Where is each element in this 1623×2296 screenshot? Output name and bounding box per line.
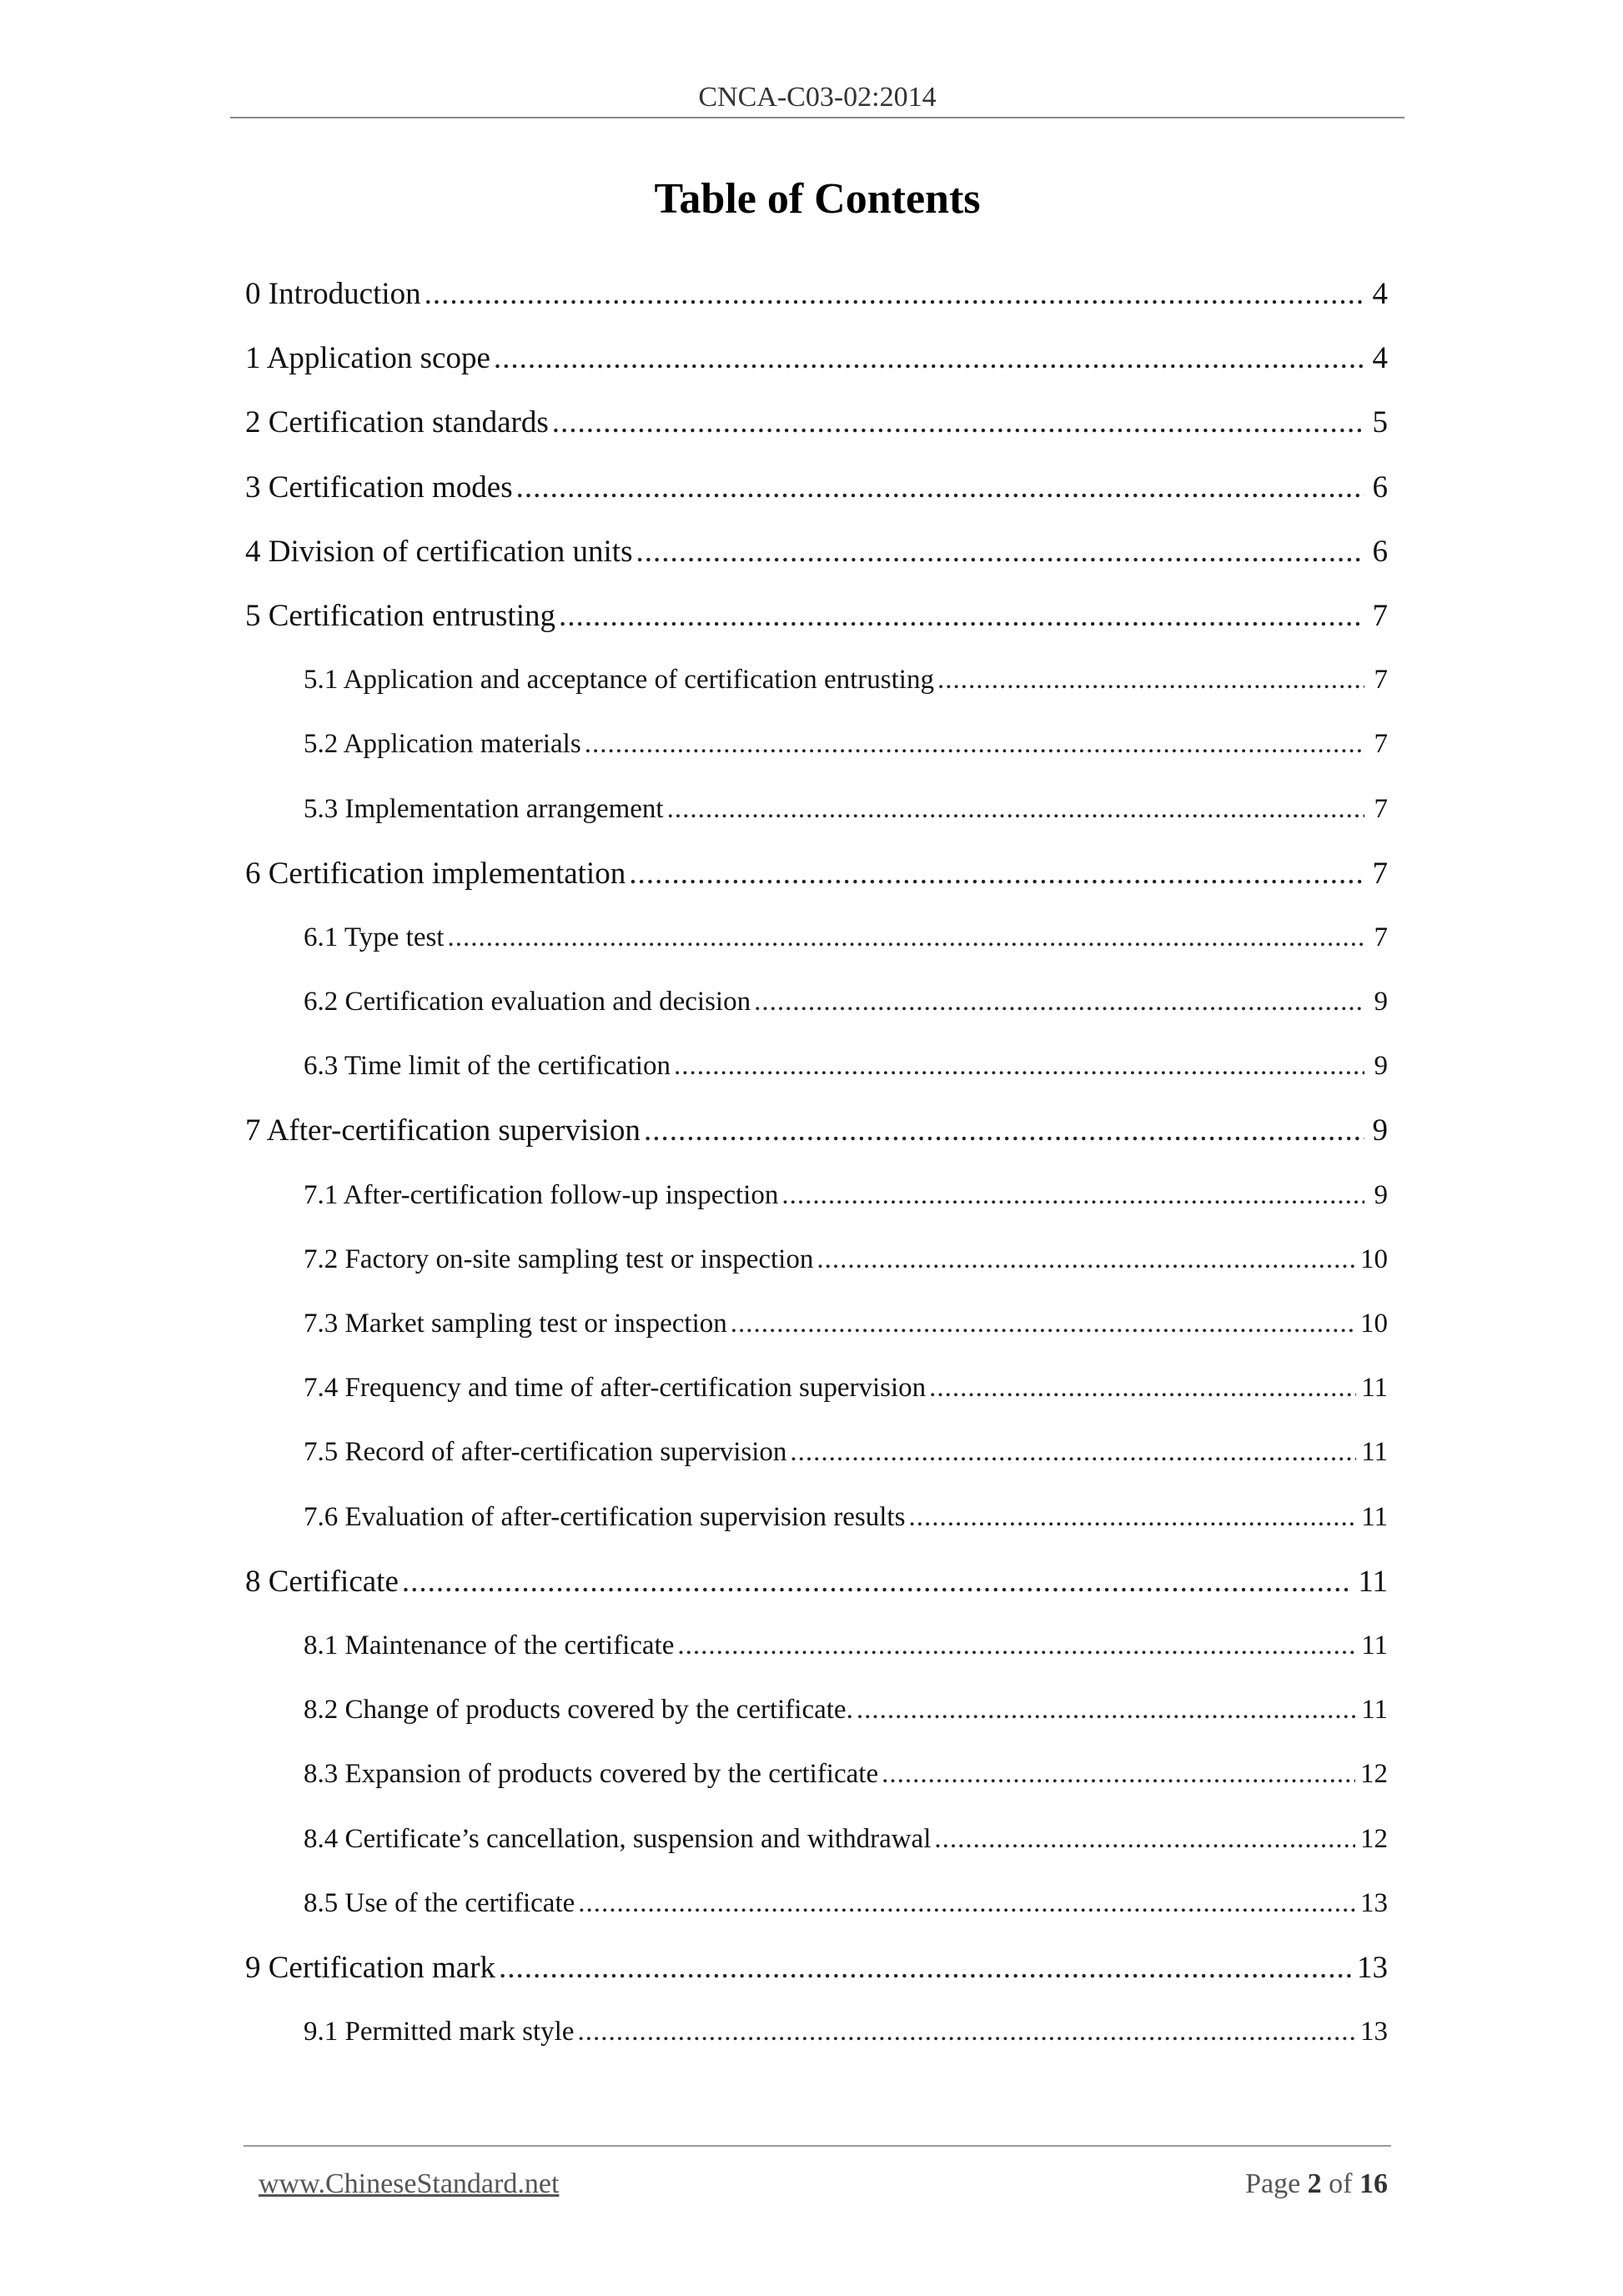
toc-subsection-entry[interactable] (245, 1034, 1388, 1098)
toc-entry-page-number: 4 (1372, 277, 1388, 311)
toc-entry-page-number: 11 (1361, 1695, 1388, 1726)
toc-entry-page-number: 11 (1361, 1501, 1388, 1532)
toc-dot-leader (731, 1292, 1355, 1356)
toc-dot-leader (499, 1936, 1352, 2000)
toc-entry-label: 8.5 Use of the certificate (304, 1887, 575, 1918)
toc-subsection-entry[interactable] (245, 1678, 1388, 1742)
toc-section-entry[interactable] (245, 520, 1388, 584)
toc-entry-label: 8 Certificate (245, 1564, 399, 1599)
toc-dot-leader (781, 1163, 1364, 1228)
toc-subsection-entry[interactable] (245, 2000, 1388, 2064)
toc-dot-leader (552, 390, 1364, 455)
toc-entry-page-number: 7 (1372, 856, 1388, 891)
toc-entry-label: 7.2 Factory on-site sampling test or inspection (304, 1243, 814, 1274)
toc-entry-label: 1 Application scope (245, 341, 490, 376)
toc-entry-label: 7.5 Record of after-certification supervision (304, 1437, 787, 1468)
toc-entry-page-number: 6 (1372, 534, 1388, 569)
toc-subsection-entry[interactable] (245, 1614, 1388, 1678)
doc-code: CNCA-C03-02:2014 (698, 82, 937, 113)
toc-entry-label: 6.2 Certification evaluation and decision (304, 987, 751, 1017)
toc-entry-label: 9 Certification mark (245, 1950, 496, 1985)
toc-section-entry[interactable] (245, 1550, 1388, 1614)
website-link[interactable]: www.ChineseStandard.net (259, 2168, 560, 2199)
page-footer (244, 2145, 1391, 2205)
toc-subsection-entry[interactable] (245, 970, 1388, 1034)
toc-subsection-entry[interactable] (245, 1356, 1388, 1420)
toc-entry-label: 6 Certification implementation (245, 856, 626, 891)
toc-dot-leader (790, 1420, 1356, 1485)
toc-dot-leader (447, 906, 1364, 970)
toc-dot-leader (937, 648, 1364, 712)
toc-subsection-entry[interactable] (245, 1871, 1388, 1936)
toc-subsection-entry[interactable] (245, 1228, 1388, 1292)
pagination (1245, 2168, 1388, 2200)
toc-entry-page-number: 7 (1374, 729, 1388, 760)
toc-entry-label: 9.1 Permitted mark style (304, 2017, 575, 2047)
toc-entry-page-number: 9 (1374, 1179, 1388, 1210)
toc-entry-page-number: 4 (1372, 341, 1388, 376)
toc-subsection-entry[interactable] (245, 1807, 1388, 1871)
toc-entry-label: 7.1 After-certification follow-up inspection (304, 1179, 779, 1210)
toc-dot-leader (585, 712, 1364, 776)
toc-dot-leader (677, 1614, 1356, 1678)
toc-entry-page-number: 12 (1360, 1759, 1388, 1790)
toc-entry-label: 8.4 Certificate’s cancellation, suspension and withdrawal (304, 1823, 932, 1854)
toc-entry-page-number: 7 (1372, 598, 1388, 633)
toc-dot-leader (516, 455, 1364, 520)
toc-dot-leader (425, 262, 1364, 326)
toc-section-entry[interactable] (245, 262, 1388, 326)
toc-subsection-entry[interactable] (245, 906, 1388, 970)
toc-entry-label: 7.3 Market sampling test or inspection (304, 1309, 727, 1339)
toc-entry-label: 5.3 Implementation arrangement (304, 793, 664, 824)
toc-entry-page-number: 13 (1360, 1887, 1388, 1918)
toc-subsection-entry[interactable] (245, 1292, 1388, 1356)
toc-dot-leader (882, 1742, 1355, 1806)
toc-section-entry[interactable] (245, 1936, 1388, 2000)
toc-section-entry[interactable] (245, 842, 1388, 906)
toc-entry-label: 5.2 Application materials (304, 729, 581, 760)
toc-entry-label: 2 Certification standards (245, 405, 549, 440)
toc-entry-page-number: 6 (1372, 470, 1388, 505)
toc-subsection-entry[interactable] (245, 1485, 1388, 1550)
toc-subsection-entry[interactable] (245, 648, 1388, 712)
total-pages-number: 16 (1359, 2168, 1388, 2199)
toc-entry-label: 7.4 Frequency and time of after-certification supervision (304, 1373, 927, 1404)
toc-dot-leader (754, 970, 1364, 1034)
toc-entry-page-number: 11 (1361, 1373, 1388, 1404)
page-header (230, 78, 1404, 118)
toc-entry-label: 5 Certification entrusting (245, 598, 555, 633)
toc-subsection-entry[interactable] (245, 777, 1388, 842)
current-page-number: 2 (1307, 2168, 1322, 2199)
toc-entry-label: 8.3 Expansion of products covered by the certificate (304, 1759, 879, 1790)
toc-entry-label: 4 Division of certification units (245, 534, 633, 569)
toc-dot-leader (817, 1228, 1355, 1292)
toc-entry-page-number: 9 (1374, 987, 1388, 1017)
toc-dot-leader (494, 326, 1364, 390)
of-word: of (1329, 2168, 1353, 2199)
toc-entry-label: 8.1 Maintenance of the certificate (304, 1630, 675, 1660)
toc-subsection-entry[interactable] (245, 712, 1388, 776)
toc-section-entry[interactable] (245, 455, 1388, 520)
toc-section-entry[interactable] (245, 584, 1388, 648)
toc-subsection-entry[interactable] (245, 1420, 1388, 1485)
toc-dot-leader (644, 1098, 1364, 1163)
toc-dot-leader (402, 1550, 1353, 1614)
toc-entry-label: 6.1 Type test (304, 922, 445, 952)
toc-subsection-entry[interactable] (245, 1742, 1388, 1806)
table-of-contents (245, 262, 1388, 2064)
toc-dot-leader (559, 584, 1364, 648)
toc-entry-page-number: 10 (1360, 1243, 1388, 1274)
toc-entry-page-number: 13 (1357, 1950, 1388, 1985)
toc-entry-page-number: 11 (1358, 1564, 1388, 1599)
toc-entry-label: 0 Introduction (245, 277, 421, 311)
page-title: Table of Contents (654, 175, 981, 223)
toc-dot-leader (667, 777, 1364, 842)
toc-dot-leader (577, 2000, 1355, 2064)
toc-section-entry[interactable] (245, 1098, 1388, 1163)
toc-section-entry[interactable] (245, 390, 1388, 455)
toc-entry-page-number: 9 (1372, 1113, 1388, 1148)
toc-entry-page-number: 7 (1374, 922, 1388, 952)
toc-dot-leader (857, 1678, 1356, 1742)
toc-entry-label: 3 Certification modes (245, 470, 513, 505)
toc-section-entry[interactable] (245, 326, 1388, 390)
page-word: Page (1245, 2168, 1301, 2199)
toc-dot-leader (674, 1034, 1364, 1098)
toc-dot-leader (578, 1871, 1355, 1936)
toc-entry-page-number: 9 (1374, 1051, 1388, 1082)
toc-dot-leader (908, 1485, 1356, 1550)
toc-entry-label: 5.1 Application and acceptance of certification entrusting (304, 665, 934, 696)
toc-entry-label: 8.2 Change of products covered by the certificate. (304, 1695, 853, 1726)
toc-entry-page-number: 7 (1374, 665, 1388, 696)
toc-entry-page-number: 10 (1360, 1309, 1388, 1339)
toc-dot-leader (929, 1356, 1356, 1420)
toc-entry-page-number: 12 (1360, 1823, 1388, 1854)
toc-dot-leader (629, 842, 1364, 906)
toc-entry-page-number: 5 (1372, 405, 1388, 440)
toc-dot-leader (934, 1807, 1355, 1871)
toc-entry-page-number: 11 (1361, 1437, 1388, 1468)
toc-entry-page-number: 7 (1374, 793, 1388, 824)
toc-entry-page-number: 11 (1361, 1630, 1388, 1660)
toc-entry-label: 7 After-certification supervision (245, 1113, 641, 1148)
toc-entry-label: 7.6 Evaluation of after-certification supervision results (304, 1501, 906, 1532)
toc-entry-page-number: 13 (1360, 2017, 1388, 2047)
toc-subsection-entry[interactable] (245, 1163, 1388, 1228)
toc-dot-leader (636, 520, 1364, 584)
toc-entry-label: 6.3 Time limit of the certification (304, 1051, 671, 1082)
